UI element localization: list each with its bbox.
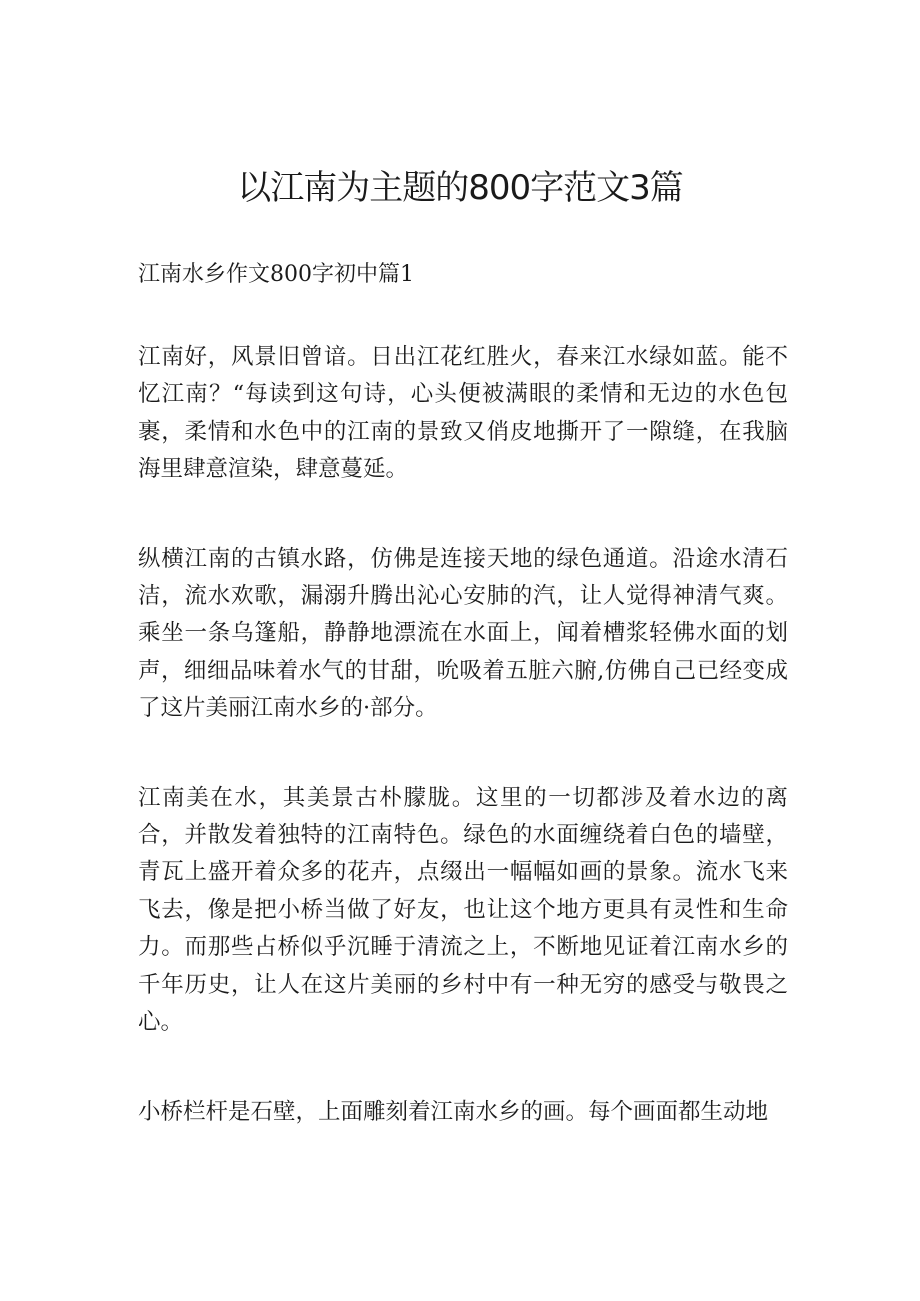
section-heading: 江南水乡作文800字初中篇1 xyxy=(138,262,414,287)
document-title: 以江南为主题的800字范文3篇 xyxy=(237,168,683,208)
paragraph-4: 小桥栏杆是石壁，上面雕刻着江南水乡的画。每个画面都生动地 xyxy=(138,1098,769,1125)
paragraph-2: 纵横江南的古镇水路，仿佛是连接天地的绿色通道。沿途水清石洁，流水欢歌，漏溺升腾出沁心安肺的汽，让人觉得神清气爽。乘坐一条乌篷船，静静地漂流在水面上，闻着槽浆轻佛水面的划声，细细品味着水气的甘甜，吮吸着五脏六腑,仿佛自己已经变成了这片美丽江南水乡的·部分。 xyxy=(138,545,788,722)
document-body xyxy=(138,339,788,1183)
paragraph-1: 江南好，风景旧曾谙。日出江花红胜火，春来江水绿如蓝。能不忆江南？“每读到这句诗，心头便被满眼的柔情和无边的水色包裹，柔情和水色中的江南的景致又俏皮地撕开了一隙缝，在我脑海里肆意渲染，肆意蔓延。 xyxy=(138,344,788,483)
paragraph-3: 江南美在水，其美景古朴朦胧。这里的一切都涉及着水边的离合，并散发着独特的江南特色。绿色的水面缠绕着白色的墙壁，青瓦上盛开着众多的花卉，点缀出一幅幅如画的景象。流水飞来飞去，像是把小桥当做了好友，也让这个地方更具有灵性和生命力。而那些占桥似乎沉睡于清流之上，不断地见证着江南水乡的千年历史，让人在这片美丽的乡村中有一种无穷的感受与敬畏之心。 xyxy=(138,784,788,1036)
